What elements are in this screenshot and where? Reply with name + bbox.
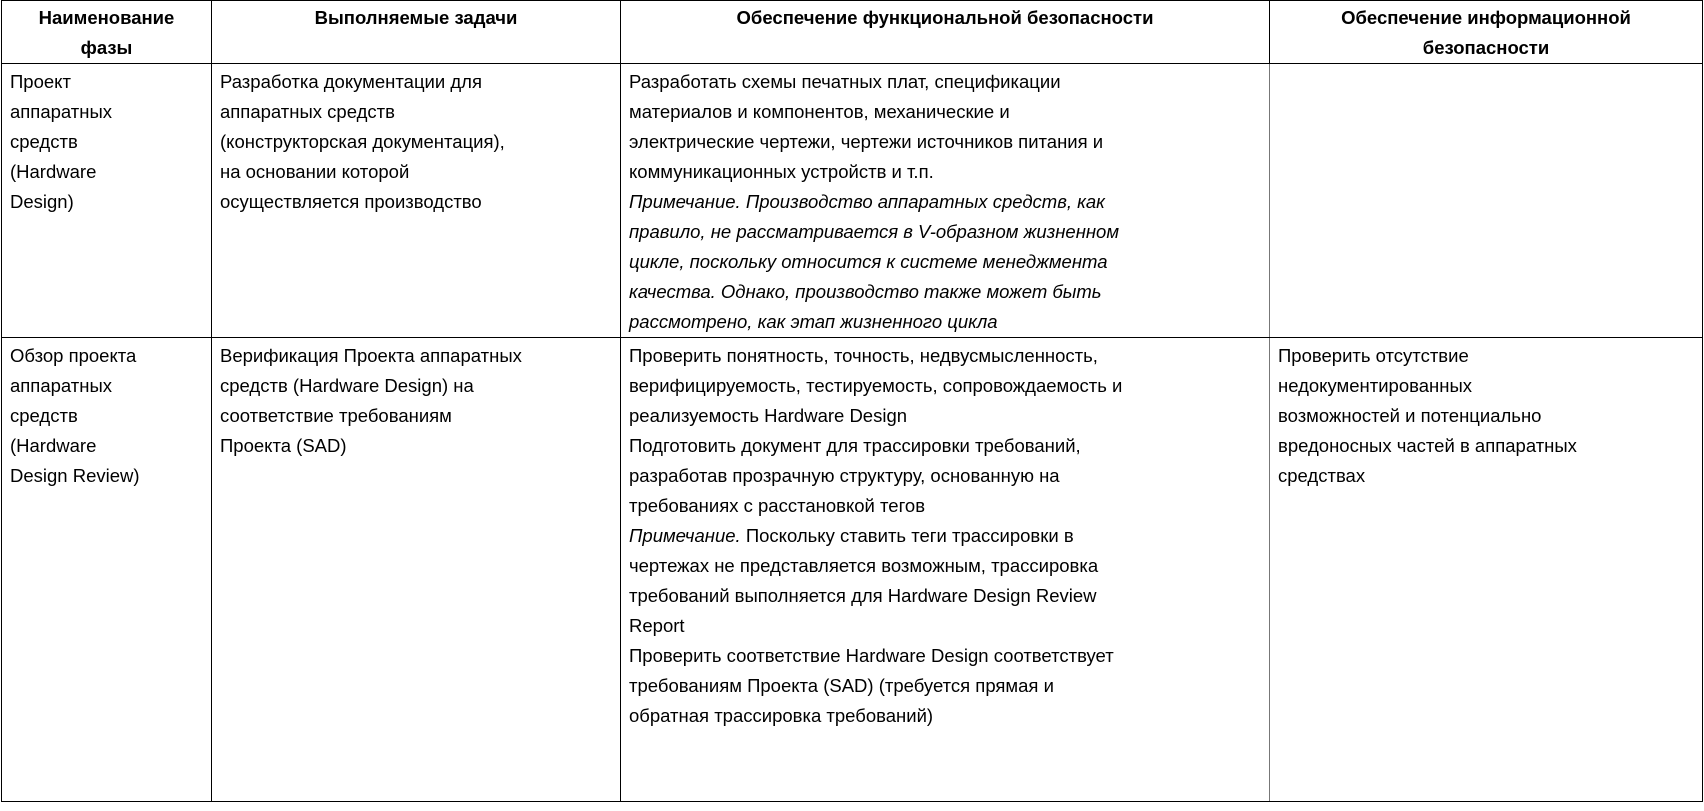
cell-functional-safety: [621, 338, 1270, 802]
text-line: цикле, поскольку относится к системе менеджмента: [629, 251, 1108, 272]
text-line: возможностей и потенциально: [1278, 405, 1542, 426]
text-line: Выполняемые задачи: [314, 7, 518, 28]
functional-text: [629, 67, 1261, 187]
header-row: [2, 1, 1703, 64]
table-row: [2, 338, 1703, 802]
text-line: аппаратных: [10, 375, 113, 396]
text-line: Верификация Проекта аппаратных: [220, 345, 522, 366]
text-line: качества. Однако, производство также может быть: [629, 281, 1102, 302]
text-line: безопасности: [1422, 37, 1550, 58]
text-line: аппаратных средств: [220, 101, 395, 122]
text-line: средств: [10, 405, 78, 426]
functional-text: [629, 341, 1261, 521]
text-line: недокументированных: [1278, 375, 1473, 396]
text-line: аппаратных: [10, 101, 113, 122]
note-label: Примечание.: [629, 525, 741, 546]
text-line: (Hardware: [10, 435, 97, 456]
text-line: Обзор проекта: [10, 345, 137, 366]
cell-phase: [2, 64, 212, 338]
functional-note: [629, 551, 1261, 641]
text-line: Проверить соответствие Hardware Design соответствует: [629, 645, 1114, 666]
text-line: Обеспечение информационной: [1341, 7, 1631, 28]
header-tasks: [212, 1, 621, 64]
text-line: осуществляется производство: [220, 191, 482, 212]
text-line: требований выполняется для Hardware Design Review: [629, 585, 1097, 606]
text-line: средств: [10, 131, 78, 152]
text-line: средствах: [1278, 465, 1366, 486]
text-line: обратная трассировка требований): [629, 705, 934, 726]
text-line: электрические чертежи, чертежи источников питания и: [629, 131, 1104, 152]
text-line: Проверить понятность, точность, недвусмысленность,: [629, 345, 1098, 366]
text-line: Разработка документации для: [220, 71, 482, 92]
text-line: средств (Hardware Design) на: [220, 375, 474, 396]
text-line: Наименование: [38, 7, 175, 28]
table-row: [2, 64, 1703, 338]
text-line: Примечание. Производство аппаратных средств, как: [629, 191, 1105, 212]
text-line: реализуемость Hardware Design: [629, 405, 908, 426]
text-line: Design Review): [10, 465, 140, 486]
text-line: Подготовить документ для трассировки требований,: [629, 435, 1081, 456]
text-line: рассмотрено, как этап жизненного цикла: [629, 311, 998, 332]
text-line: верифицируемость, тестируемость, сопровождаемость и: [629, 375, 1123, 396]
header-functional-safety: [621, 1, 1270, 64]
header-information-security: [1270, 1, 1703, 64]
text-line: Проект: [10, 71, 71, 92]
text-line: Проекта (SAD): [220, 435, 347, 456]
cell-phase: [2, 338, 212, 802]
text-line: требованиям Проекта (SAD) (требуется прямая и: [629, 675, 1054, 696]
text-line: Report: [629, 615, 685, 636]
text-line: правило, не рассматривается в V-образном жизненном: [629, 221, 1120, 242]
cell-tasks: [212, 338, 621, 802]
text-line: на основании которой: [220, 161, 410, 182]
text-line: коммуникационных устройств и т.п.: [629, 161, 934, 182]
text-line: фазы: [80, 37, 133, 58]
text-line: Обеспечение функциональной безопасности: [736, 7, 1154, 28]
text-line: (конструкторская документация),: [220, 131, 505, 152]
text-line: соответствие требованиям: [220, 405, 452, 426]
text-line: требованиях с расстановкой тегов: [629, 495, 926, 516]
text-line: чертежах не представляется возможным, трассировка: [629, 555, 1099, 576]
text-line: (Hardware: [10, 161, 97, 182]
phase-table: [1, 0, 1703, 802]
functional-text-tail: [629, 641, 1261, 731]
note-text: Поскольку ставить теги трассировки в: [740, 525, 1074, 546]
text-line: материалов и компонентов, механические и: [629, 101, 1010, 122]
cell-information-security: [1270, 338, 1703, 802]
cell-functional-safety: [621, 64, 1270, 338]
text-line: разработав прозрачную структуру, основанную на: [629, 465, 1060, 486]
header-phase: [2, 1, 212, 64]
cell-tasks: [212, 64, 621, 338]
functional-note: [629, 187, 1261, 337]
text-line: Проверить отсутствие: [1278, 345, 1469, 366]
text-line: Разработать схемы печатных плат, спецификации: [629, 71, 1061, 92]
functional-note-first-line: [629, 521, 1261, 551]
text-line: вредоносных частей в аппаратных: [1278, 435, 1577, 456]
cell-information-security: [1270, 64, 1703, 338]
text-line: Design): [10, 191, 74, 212]
